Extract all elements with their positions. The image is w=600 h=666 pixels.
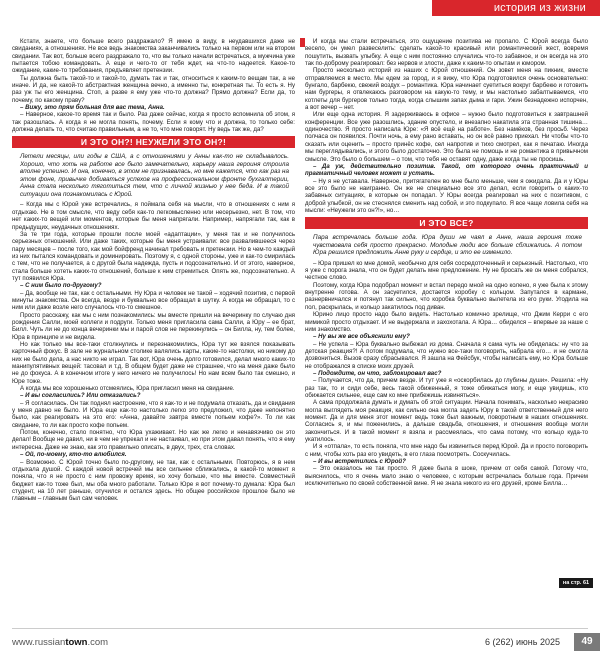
interview-question: – Да уж, действительно позитив. Такой, от которого очень практичный и прагматичный человек может и устать. [305, 162, 588, 178]
body-paragraph: А когда мы все хорошенько отсмеялись, Юра пригласил меня на свидание. [20, 385, 235, 393]
body-paragraph: – Когда мы с Юрой уже встречались, я поймала себя на мысли, что в отношениях с ним я отдыхаю. Не в том смысле, что веду себя как-то легкомысленно или несерьезно, нет. В том, что нет каких-то вещей или моментов, которые бы меня напрягали. Например, напрягали так, как в предыдущих, неудачных отношениях. [12, 201, 295, 231]
interview-question: – Вижу, это прям больная для вас тема, Анна. [20, 104, 165, 112]
page-number: 49 [574, 633, 600, 651]
interview-question: – Ой, по-моему, кто-то влюбился. [20, 451, 127, 459]
body-paragraph: – Да, вообще не так, как с остальными. Ну Юра и человек не такой – ходячий позитив, с первой минуты знакомства. Он всегда, везде и буквально все обращал в шутку. А когда не обращал, то с ним или даже возле него случалось что-то смешное. [12, 289, 295, 312]
body-paragraph: – Не успела – Юра буквально выбежал из дома. Сначала я сама чуть не обиделась: ну что за детская реакция?! А потом подумала, что нужно все-таки поговорить, набрала его… и не смогла дозвониться. Вызов сразу сбрасывался. Я зашла на Фейсбук, чтобы написать ему, но Юра больше не отображался в списке моих друзей. [305, 340, 588, 370]
issue-info: 6 (262) июнь 2025 [485, 637, 560, 647]
body-paragraph: Кстати, знаете, что больше всего раздражало? Я имею в виду, в неудавшихся даже не свиданиях, а отношениях. Не все ведь знакомства заканчивались только на первом или на втором свидании. Так вот, больше всего раздражало то, что вы только начали встречаться, а мужчина уже пытается тобою командовать. А еще и чего-то от тебя ждет, на что-то надеется. Какое-то ожидание, какие-то требования, предъявляет претензии. [12, 38, 295, 75]
right-body-1 [305, 38, 588, 214]
body-paragraph: – Возможно. С Юрой точно было по-другому, не так, как с остальными. Повторюсь, я в нем отдыхала душой. С каждой новой встречей мы все сильнее сближались, в какой-то момент я поняла, что я не просто с ним провожу время, но хочу больше, что мы вместе. Совместный бюджет как-то тоже был, мы оба много работали. Только Юре я вот почему-то думала: Юра был студент, на 10 лет раньше, отучился и остался здесь. Но общее российское прошлое было не главным – главным был сам человек. [12, 458, 295, 503]
left-body [12, 201, 295, 502]
body-paragraph: А сама продолжала думать и думать об этой ситуации. Начала понимать, насколько некрасиво могла выглядеть моя реакция, как сильно она могла задеть Юру в такой ответственный для него момент. Да и для меня этот момент ведь тоже был важным, поворотным в наших отношениях. Согласись я, и мы поженились, а дальше свадьба, отношения, и отношения вообще могли закончиться. И в такой момент я взяла и рассмеялась, что сама потому, что кольцо куда-то укатилось. [305, 399, 588, 443]
body-paragraph: – Юра пришел ко мне домой, необычно для себя сосредоточенный и серьезный. Настолько, что я уже с порога знала, что он будет делать мне предложение. Ну не бросать же он меня собрался, честное слово. [305, 259, 588, 282]
lead-quote-1: Летели месяцы, или годы в США, а с отношениями у Анны как-то не складывалось. Хорошо, что хоть на работе все было замечательно, карьеру наша героиня строила вполне успешно. И она, конечно, в этом не признавалась, но мне кажется, что как раз на этом фоне, привычке добиваться успехов на профессиональном фронте бухгалтерии, Анна стала несколько тяготиться тем, что с личной жизнью у нее беда. И в такой ситуации она познакомилась с Юрой. [20, 153, 289, 198]
interview-question: – С ним было по-другому? [20, 282, 102, 290]
website-url[interactable] [12, 637, 108, 648]
url-suffix: .com [87, 637, 109, 648]
interview-question: – Подождите, он что, заблокировал вас? [313, 369, 442, 377]
left-column [12, 38, 295, 622]
column-marker [300, 38, 305, 47]
body-paragraph: Но как только мы все-таки столкнулись и перезнакомились, Юра тут же взялся показывать карточный фокус. В зале не журнальном столике валялись карты, какие-то настолки, но никому до них не было дела, а нас никто не играл. Так вот, Юра очень долго готовился, делал много каких-то манипулятивных вещей: тасовал и т.д. В общем будет даже не страшнее, что на меня даже было не до фокуса. А в конечном итоге у него ничего не получилось! Но нам всем было так смешно, и Юре тоже. [12, 341, 295, 385]
lead-quote-2: Пара встречалась больше года. Юра души не чаял в Анне, наша героиня тоже чувствовала себя просто прекрасно. Молодые люди все больше сближались. А потом Юра решился предложить Анне руку и сердце, и это ее изменило. [313, 234, 582, 257]
interview-question: – Ну вы же все объяснили ему? [313, 333, 410, 341]
url-prefix: www.russian [12, 637, 66, 648]
body-paragraph: – Я согласилась. Он так поднял настроение, что я как-то и не подумала отказать, да и свидания у меня давно не было. И Юра еще как-то настолько легко это предложил, что даже непонятно было, как реагировать на это его: «Анна, давайте завтра вместе попьем кофе?». То ли как свидание, то ли как просто кофе попьем. [12, 399, 295, 429]
body-paragraph: Или еще одна история. Я задерживаюсь в офисе – нужно было подготовиться к завтрашней конференции. Все уже разошлись, здание опустело, и внезапно накатила эта странная тишина… одиночество. Я просто написала Юре: «Я всё ещё на работе». Без намёков, без просьб. Через полчаса он появился. Почти ночь, а ему рано вставать, но он всё равно приехал. Ни чтобы что-то сказать или оценить – просто принёс кофе, сел напротив и тихо смотрел, как я печатаю. Иногда мы переглядывались, и этого было достаточно. Это была не помощь и не романтика в привычном смысле. Это было о большем – о том, что тебя не оставят одну, даже когда ты не просишь. [305, 111, 588, 163]
body-paragraph: Юрино лицо просто надо было видеть. Настолько комично зрелище, что Джим Керри с его мимикой просто отдыхает. И не выдержала и захохотала. А Юра… обиделся – впервые за наше с ним знакомство. [305, 311, 588, 333]
url-brand: town [65, 637, 88, 648]
right-column [305, 38, 588, 622]
interview-question: – И вы согласились? Или отказались? [20, 392, 141, 400]
body-paragraph: – Это оказалось не так просто. Я даже была в шоке, причем от себя самой. Потому что, выяснилось, что я очень мало знаю о человеке, с которым встречалась больше года. Причем исключительно по своей собственной вине. Я не знала никого из его друзей, кроме Билла… [305, 465, 588, 488]
body-paragraph: Просто расскажу, как мы с ним познакомились: мы вместе пришли на вечеринку по случаю дня рождения Салли, моей коллеги и подруги. Только меня пригласила сама Салли, а Юру – ее брат, Билл. Чуть ли не до конца вечеринки мы и парой слов не перекинулись – он Билла, ну, тем более, Юра в принципе и не видела. [12, 311, 295, 341]
body-paragraph: – Наверное, какое-то время так и было. Раз даже сейчас, когда я просто вспомнила об этом, я так разошлась. А когда я не могла понять, почему. Если я кому что и должна, то только себе: должна делать то, что считаю правильным, а не то, что мне говорят. Ну ведь так же, да? [12, 111, 295, 134]
section-header [0, 0, 600, 16]
body-paragraph: Ты должна быть такой-то и такой-то, думать так и так, относиться к каким-то вещам так, а не иначе. И да, не какой-то абстрактная женщина вечно, а именно ты, конкретная ты. То есть я. Ну раз уж ты его женщина. Стоп, а разве я ему уже что-то должна? Прямо должна? Если да, то почему, по какому праву? [12, 74, 295, 104]
body-paragraph: И когда мы стали встречаться, это ощущение позитива не пропало. С Юрой всегда было весело, он умел развеселить: сделать какой-то красивый или романтический жест, вовремя пошутить, вызвать улыбку. А еще с ним постоянно случались что-то забавное, и он всегда на это так по-доброму реагировал: без нервов и злости, даже к каким-то опытам и юмором. [305, 38, 588, 68]
left-intro [12, 38, 295, 133]
section-title: история из жизни [432, 0, 600, 16]
body-paragraph: Потом, конечно, стало понятно, что Юра ухаживает. Но как же легко и ненавязчиво он это делал! Вообще не давил, ни в чем не упрекал и не настаивал, но при этом давал понять, что я ему интересна. Даже не знаю, как это правильно описать, в двух, трех, ста словах. [12, 429, 295, 451]
page-footer [0, 633, 600, 655]
section-banner-1: И ЭТО ОН?! НЕУЖЕЛИ ЭТО ОН?! [12, 136, 295, 148]
body-paragraph: И я «отпала», то есть поняла, что мне надо бы извиниться перед Юрой. Да и просто поговорить с ним, чтобы хоть раз его увидеть, в его глаза посмотреть. Соскучилась. [305, 443, 588, 458]
footer-rule [12, 628, 588, 629]
interview-question: – И вы встретились с Юрой? [313, 458, 406, 466]
body-paragraph: – Ну я не уставала. Наверное, притягателен во мне было меньше, чем я ожидала. Да и у Юры все это было не наигранно. Он же не специально все это делал, если говорить о каких-то забавных ситуациях, в которые он попадал. У Юры всегда реагировал на них с позитивом, с доброй улыбкой, он не стеснялся сменить над собой, и это подкупало. Я все чаще ловила себя на мысли: «Неужели это он?!», но… [305, 177, 588, 214]
body-paragraph: За те три года, которые прошли после моей «адаптации», у меня так и не получилось серьезных отношений. Или даже таких, которые бы меня устраивали: все развалившееся через пару месяцев – после того, как мой бойфренд начинал требовать и претензии. Но в чем-то каждый из них пытался командовать и доминировать. Поэтому я, с одной стороны, уже и как-то смирилась с тем, что не получается, а с другой была надежда, пусть и подсознательно. И от этого, наверное, стала больше хотеть каких-то отношений, больше к ним стремиться. Опять же, подсознательно. А тут появился Юра. [12, 230, 295, 282]
right-body-2 [305, 260, 588, 488]
body-paragraph: Поэтому, когда Юра подобрал момент и встал передо мной на одно колено, я уже была к этому внутренне готова. А он засуетился, достается коробку с кольцом. Запутался в кармане, разнервничался и потянул так сильно, что коробка буквально вылетела из его руки. Угодила на пол, раскрылась, и кольцо закатилось под диван. [305, 281, 588, 311]
section-banner-2: И ЭТО ВСЕ? [305, 217, 588, 229]
body-paragraph: – Получается, что да, причем везде. И тут уже я «оскорбилась до глубины души». Решила: «Ну раз так, то и сиди себе, весь такой обиженный, я тоже обижаться могу, и еще увидишь, кто обижается сильнее, еще сам ко мне прибежишь извиняться». [305, 377, 588, 399]
continued-on-page-note: на стр. 61 [559, 578, 593, 588]
body-paragraph: Просто несколько историй из наших с Юрой отношений. Он зовет меня на пикник, вместе отправляемся в место. Мы едем за город, и я вижу, что Юра подготовился очень основательно: бунгало, барбекю, свежий воздух – романтика. Юра начинает суетиться вокруг барбекю и готовить нам бургеры, я отвлекаюсь разговором на какую-то тему, и мы настолько забалтываемся, что котлеты для бургеров только тогда, когда слышим запах дыма и гари. Ужин безнадежно испорчен, а вот вечер – нет. [305, 67, 588, 112]
